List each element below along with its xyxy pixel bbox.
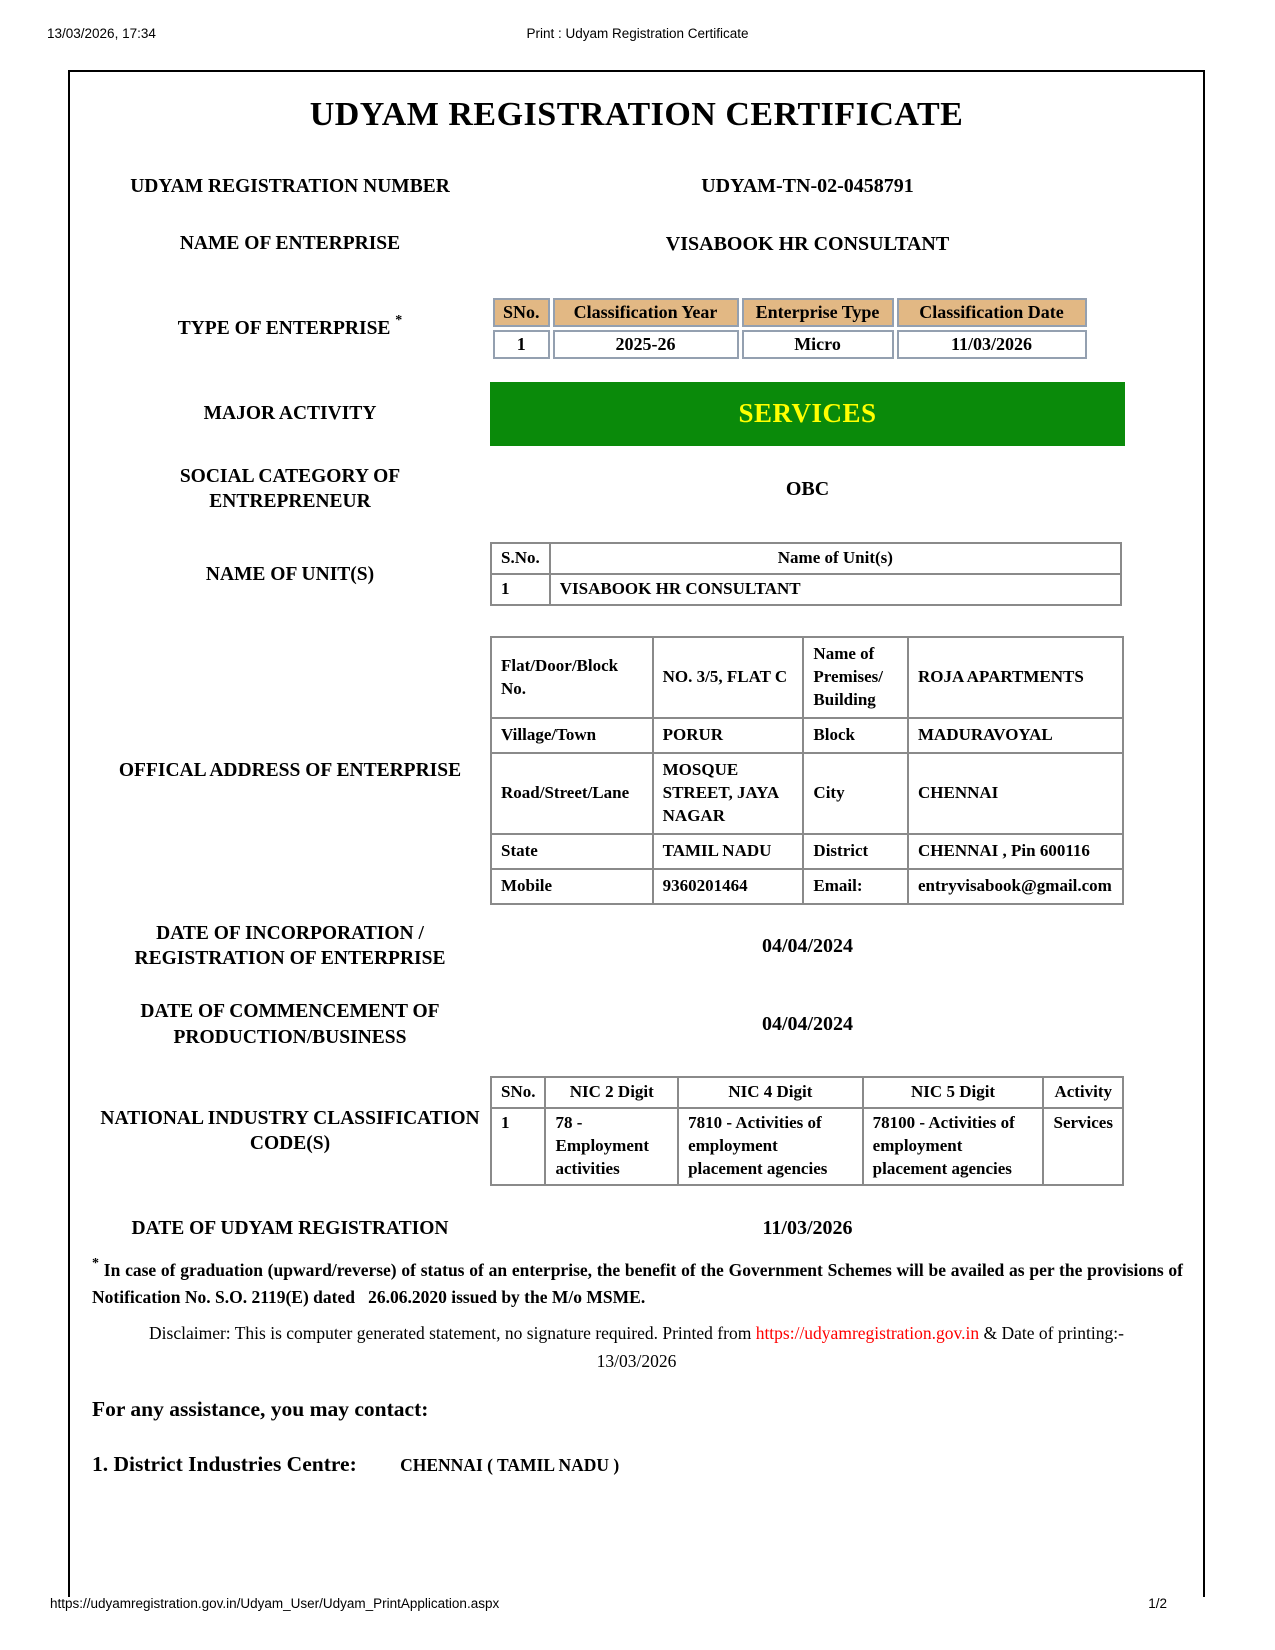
units-name: VISABOOK HR CONSULTANT xyxy=(550,574,1121,605)
nic-header-sno: SNo. xyxy=(491,1077,545,1108)
graduation-footnote xyxy=(92,1257,1183,1311)
social-category-row xyxy=(70,464,1203,515)
nic-header-activity: Activity xyxy=(1043,1077,1123,1108)
address-email-value: entryvisabook@gmail.com xyxy=(908,869,1123,904)
classification-table xyxy=(490,295,1090,362)
units-sno: 1 xyxy=(491,574,550,605)
major-activity-label: MAJOR ACTIVITY xyxy=(203,403,377,425)
udyam-registration-date-label: DATE OF UDYAM REGISTRATION xyxy=(131,1217,449,1239)
units-header-row xyxy=(491,543,1121,574)
address-premises-label: Name of Premises/ Building xyxy=(803,637,908,718)
enterprise-name-label: NAME OF ENTERPRISE xyxy=(179,233,401,255)
classification-header-year: Classification Year xyxy=(553,298,739,327)
classification-header-sno: SNo. xyxy=(493,298,550,327)
nic-table xyxy=(490,1076,1124,1186)
disclaimer xyxy=(70,1320,1203,1374)
disclaimer-text: Disclaimer: This is computer generated statement, no signature required. Printed from xyxy=(149,1323,756,1344)
address-table-row xyxy=(491,753,1123,834)
address-state-value: TAMIL NADU xyxy=(653,834,804,869)
classification-header-date: Classification Date xyxy=(897,298,1087,327)
district-industries-centre-value: CHENNAI ( TAMIL NADU ) xyxy=(400,1454,620,1475)
udyam-registration-date-value: 11/03/2026 xyxy=(762,1216,853,1239)
nic-sno: 1 xyxy=(491,1108,545,1185)
major-activity-row xyxy=(70,382,1203,446)
address-mobile-label: Mobile xyxy=(491,869,653,904)
classification-date: 11/03/2026 xyxy=(897,330,1087,359)
incorporation-date-label: DATE OF INCORPORATION / REGISTRATION OF ENTERPRISE xyxy=(134,922,446,970)
udyam-registration-date-row xyxy=(70,1216,1203,1241)
graduation-footnote-text: In case of graduation (upward/reverse) of status of an enterprise, the benefit of the Government Schemes will be availed as per the provisions of Notification No. S.O. 2119(E) dated 26.06.2020 issued by the M/o MSME. xyxy=(92,1260,1183,1308)
address-premises-value: ROJA APARTMENTS xyxy=(908,637,1123,718)
print-header xyxy=(0,26,1275,44)
address-city-value: CHENNAI xyxy=(908,753,1123,834)
nic-2digit: 78 - Employment activities xyxy=(545,1108,678,1185)
incorporation-date-value: 04/04/2024 xyxy=(761,934,854,957)
registration-number-row xyxy=(70,174,1203,199)
type-of-enterprise-label: TYPE OF ENTERPRISE * xyxy=(177,312,403,339)
address-table-row xyxy=(491,869,1123,904)
social-category-label: SOCIAL CATEGORY OF ENTREPRENEUR xyxy=(179,465,401,513)
address-table-row xyxy=(491,718,1123,753)
nic-row xyxy=(70,1076,1203,1186)
address-flat-label: Flat/Door/Block No. xyxy=(491,637,653,718)
address-flat-value: NO. 3/5, FLAT C xyxy=(653,637,804,718)
nic-header-5digit: NIC 5 Digit xyxy=(863,1077,1044,1108)
certificate-title: UDYAM REGISTRATION CERTIFICATE xyxy=(309,96,964,133)
address-state-label: State xyxy=(491,834,653,869)
commencement-date-value: 04/04/2024 xyxy=(761,1013,854,1036)
address-village-label: Village/Town xyxy=(491,718,653,753)
address-district-label: District xyxy=(803,834,908,869)
asterisk-marker: * xyxy=(92,1256,99,1272)
enterprise-name-value: VISABOOK HR CONSULTANT xyxy=(665,232,950,255)
address-table xyxy=(490,636,1124,904)
units-label: NAME OF UNIT(S) xyxy=(205,563,375,585)
registration-number-label: UDYAM REGISTRATION NUMBER xyxy=(130,176,450,197)
print-footer xyxy=(0,1596,1275,1614)
address-village-value: PORUR xyxy=(653,718,804,753)
certificate-page xyxy=(68,70,1205,1597)
address-district-value: CHENNAI , Pin 600116 xyxy=(908,834,1123,869)
incorporation-date-row xyxy=(70,921,1203,972)
commencement-date-label: DATE OF COMMENCEMENT OF PRODUCTION/BUSINESS xyxy=(140,1001,440,1048)
address-road-label: Road/Street/Lane xyxy=(491,753,653,834)
nic-data-row xyxy=(491,1108,1123,1185)
disclaimer-suffix: & Date of printing:- xyxy=(979,1323,1124,1344)
type-of-enterprise-row xyxy=(70,295,1203,362)
units-row xyxy=(70,542,1203,606)
print-source-url: https://udyamregistration.gov.in/Udyam_User/Udyam_PrintApplication.aspx xyxy=(50,1596,500,1611)
classification-sno: 1 xyxy=(493,330,550,359)
classification-year: 2025-26 xyxy=(553,330,739,359)
classification-type: Micro xyxy=(742,330,894,359)
social-category-value: OBC xyxy=(785,477,830,500)
units-header-name: Name of Unit(s) xyxy=(550,543,1121,574)
nic-activity: Services xyxy=(1043,1108,1123,1185)
udyam-registration-link[interactable]: https://udyamregistration.gov.in xyxy=(755,1323,980,1344)
classification-data-row xyxy=(493,330,1087,359)
units-header-sno: S.No. xyxy=(491,543,550,574)
major-activity-value: SERVICES xyxy=(738,398,877,429)
print-datetime: 13/03/2026, 17:34 xyxy=(47,26,156,41)
asterisk-marker: * xyxy=(395,312,403,328)
address-block-label: Block xyxy=(803,718,908,753)
address-row xyxy=(70,636,1203,904)
address-mobile-value: 9360201464 xyxy=(653,869,804,904)
assistance-heading: For any assistance, you may contact: xyxy=(92,1396,429,1421)
nic-header-row xyxy=(491,1077,1123,1108)
classification-header-type: Enterprise Type xyxy=(742,298,894,327)
units-table xyxy=(490,542,1122,606)
nic-header-2digit: NIC 2 Digit xyxy=(545,1077,678,1108)
nic-label: NATIONAL INDUSTRY CLASSIFICATION CODE(S) xyxy=(100,1107,480,1154)
address-table-row xyxy=(491,834,1123,869)
commencement-date-row xyxy=(70,999,1203,1050)
district-industries-centre-label: 1. District Industries Centre: xyxy=(92,1451,357,1476)
units-data-row xyxy=(491,574,1121,605)
major-activity-banner xyxy=(490,382,1125,446)
address-city-label: City xyxy=(803,753,908,834)
print-page-title: Print : Udyam Registration Certificate xyxy=(526,26,749,41)
printing-date: 13/03/2026 xyxy=(596,1350,677,1371)
district-industries-centre-row xyxy=(92,1452,1203,1477)
address-block-value: MADURAVOYAL xyxy=(908,718,1123,753)
nic-5digit: 78100 - Activities of employment placement agencies xyxy=(863,1108,1044,1185)
classification-header-row xyxy=(493,298,1087,327)
address-road-value: MOSQUE STREET, JAYA NAGAR xyxy=(653,753,804,834)
address-label: OFFICAL ADDRESS OF ENTERPRISE xyxy=(118,759,462,781)
address-table-row xyxy=(491,637,1123,718)
nic-4digit: 7810 - Activities of employment placement agencies xyxy=(678,1108,863,1185)
enterprise-name-row xyxy=(70,231,1203,256)
page-number: 1/2 xyxy=(1148,1596,1167,1611)
registration-number-value: UDYAM-TN-02-0458791 xyxy=(701,175,914,198)
address-email-label: Email: xyxy=(803,869,908,904)
nic-header-4digit: NIC 4 Digit xyxy=(678,1077,863,1108)
